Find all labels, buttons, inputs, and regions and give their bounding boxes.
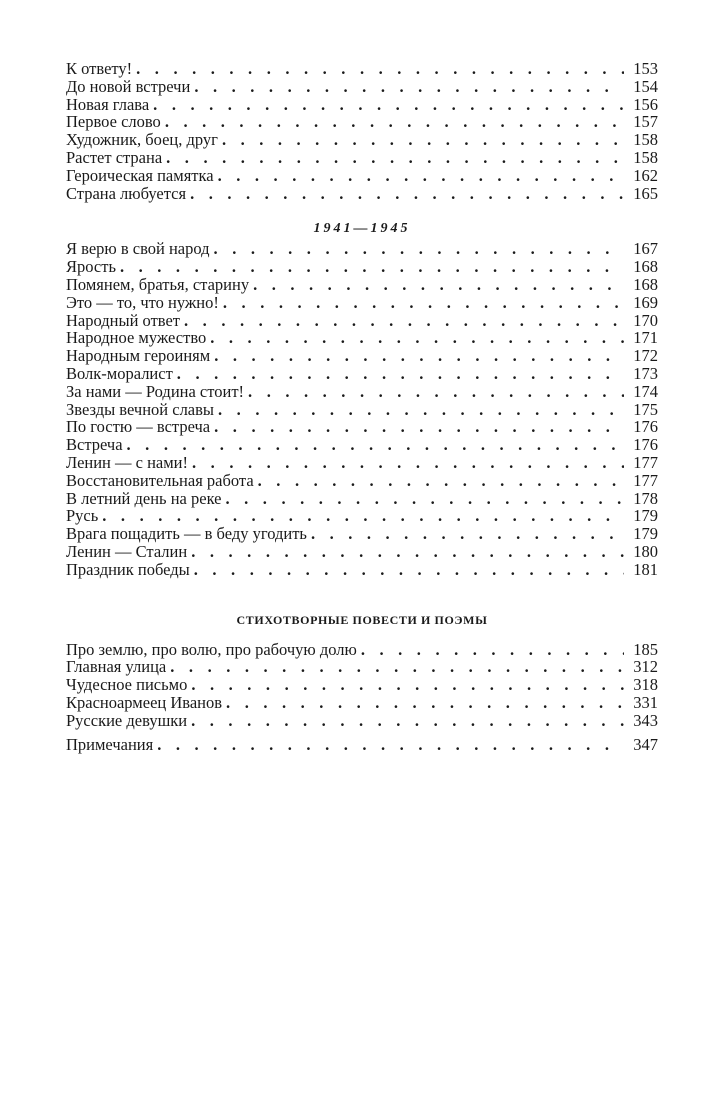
dot-leader bbox=[210, 329, 624, 347]
toc-entry-page: 157 bbox=[633, 112, 658, 132]
dot-leader bbox=[190, 185, 624, 203]
toc-entry-page: 347 bbox=[633, 734, 658, 754]
dot-leader bbox=[311, 525, 624, 543]
toc-entry bbox=[66, 276, 658, 294]
toc-entry-title: Русь bbox=[66, 506, 99, 526]
toc-entry bbox=[66, 365, 658, 383]
dot-leader bbox=[222, 131, 624, 149]
dot-leader bbox=[191, 676, 624, 694]
toc-entry bbox=[66, 454, 658, 472]
dot-leader bbox=[165, 113, 624, 131]
toc-entry-title: Страна любуется bbox=[66, 183, 187, 203]
toc-entry bbox=[66, 694, 658, 712]
dot-leader bbox=[127, 436, 624, 454]
toc-entry-page: 168 bbox=[633, 257, 658, 277]
toc-entry-title: К ответу! bbox=[66, 59, 133, 78]
toc-entry-page: 318 bbox=[633, 675, 658, 695]
toc-entry-page: 179 bbox=[633, 506, 658, 526]
toc-entry-title: Ленин — с нами! bbox=[66, 452, 189, 472]
toc-entry-page: 154 bbox=[633, 76, 658, 96]
toc-entry-page: 168 bbox=[633, 274, 658, 294]
toc-entry-page: 170 bbox=[633, 310, 658, 330]
toc-entry bbox=[66, 658, 658, 676]
toc-entry-title: Встреча bbox=[66, 435, 123, 455]
toc-entry bbox=[66, 525, 658, 543]
dot-leader bbox=[226, 490, 625, 508]
dot-leader bbox=[218, 167, 624, 185]
toc-entry-page: 180 bbox=[633, 541, 658, 561]
toc-entry-title: Ленин — Сталин bbox=[66, 541, 188, 561]
toc-entry bbox=[66, 131, 658, 149]
toc-entry bbox=[66, 507, 658, 525]
toc-section-3 bbox=[66, 641, 658, 730]
toc-entry bbox=[66, 294, 658, 312]
dot-leader bbox=[170, 658, 624, 676]
toc-entry-title: Художник, боец, друг bbox=[66, 130, 218, 150]
table-of-contents-page bbox=[66, 60, 658, 753]
toc-entry-page: 176 bbox=[633, 435, 658, 455]
toc-entry-page: 156 bbox=[633, 94, 658, 114]
dot-leader bbox=[157, 736, 624, 754]
toc-entry bbox=[66, 472, 658, 490]
toc-entry-title: До новой встречи bbox=[66, 76, 191, 96]
toc-entry-page: 169 bbox=[633, 292, 658, 312]
toc-entry-page: 178 bbox=[633, 488, 658, 508]
toc-entry bbox=[66, 78, 658, 96]
toc-entry-page: 175 bbox=[633, 399, 658, 419]
toc-entry-page: 185 bbox=[633, 639, 658, 659]
toc-entry-title: Чудесное письмо bbox=[66, 675, 188, 695]
toc-entry bbox=[66, 185, 658, 203]
toc-entry-title: Первое слово bbox=[66, 112, 161, 132]
section-heading-poems: СТИХОТВОРНЫЕ ПОВЕСТИ И ПОЭМЫ bbox=[236, 612, 488, 627]
dot-leader bbox=[214, 240, 624, 258]
toc-entry bbox=[66, 60, 658, 78]
toc-entry-page: 172 bbox=[633, 346, 658, 366]
dot-leader bbox=[184, 312, 624, 330]
dot-leader bbox=[361, 641, 624, 659]
section-heading-years: 1941—1945 bbox=[313, 221, 411, 237]
dot-leader bbox=[248, 383, 624, 401]
toc-entry bbox=[66, 149, 658, 167]
toc-entry-title: Восстановительная работа bbox=[66, 470, 254, 490]
toc-entry bbox=[66, 418, 658, 436]
toc-entry-notes bbox=[66, 736, 658, 754]
toc-entry-title: Растет страна bbox=[66, 147, 163, 167]
toc-entry bbox=[66, 113, 658, 131]
dot-leader bbox=[194, 561, 624, 579]
toc-entry-page: 177 bbox=[633, 452, 658, 472]
toc-entry-page: 174 bbox=[633, 381, 658, 401]
toc-entry-title: Врага пощадить — в беду угодить bbox=[66, 524, 307, 544]
dot-leader bbox=[136, 60, 624, 78]
toc-entry-page: 158 bbox=[633, 130, 658, 150]
toc-entry-title: Народное мужество bbox=[66, 328, 207, 348]
toc-entry-page: 167 bbox=[633, 239, 658, 259]
dot-leader bbox=[253, 276, 624, 294]
toc-entry bbox=[66, 543, 658, 561]
toc-entry-title: Народным героиням bbox=[66, 346, 211, 366]
toc-entry-page: 173 bbox=[633, 363, 658, 383]
toc-entry-page: 331 bbox=[633, 692, 658, 712]
toc-entry-title: В летний день на реке bbox=[66, 488, 222, 508]
toc-entry-page: 176 bbox=[633, 417, 658, 437]
toc-entry bbox=[66, 258, 658, 276]
toc-entry-title: По гостю — встреча bbox=[66, 417, 211, 437]
toc-entry bbox=[66, 347, 658, 365]
toc-entry-page: 153 bbox=[633, 59, 658, 78]
toc-entry bbox=[66, 490, 658, 508]
toc-entry bbox=[66, 240, 658, 258]
toc-entry bbox=[66, 401, 658, 419]
toc-entry-title: Героическая памятка bbox=[66, 165, 214, 185]
dot-leader bbox=[214, 418, 624, 436]
toc-entry-title: Ярость bbox=[66, 257, 116, 277]
toc-entry-page: 177 bbox=[633, 470, 658, 490]
dot-leader bbox=[258, 472, 624, 490]
dot-leader bbox=[177, 365, 624, 383]
toc-entry-page: 158 bbox=[633, 147, 658, 167]
dot-leader bbox=[194, 78, 624, 96]
toc-entry-title: Волк-моралист bbox=[66, 363, 173, 383]
toc-entry bbox=[66, 329, 658, 347]
toc-entry-page: 181 bbox=[633, 559, 658, 579]
toc-section-1 bbox=[66, 60, 658, 202]
toc-entry-title: Русские девушки bbox=[66, 710, 188, 730]
toc-entry-title: Красноармеец Иванов bbox=[66, 692, 223, 712]
toc-entry-page: 171 bbox=[633, 328, 658, 348]
toc-entry-page: 343 bbox=[633, 710, 658, 730]
dot-leader bbox=[218, 401, 624, 419]
toc-entry bbox=[66, 383, 658, 401]
toc-entry-page: 162 bbox=[633, 165, 658, 185]
toc-entry-title: Главная улица bbox=[66, 657, 167, 677]
dot-leader bbox=[120, 258, 624, 276]
toc-entry-title: Звезды вечной славы bbox=[66, 399, 215, 419]
toc-section-2 bbox=[66, 240, 658, 578]
toc-entry-title: За нами — Родина стоит! bbox=[66, 381, 245, 401]
toc-entry-page: 312 bbox=[633, 657, 658, 677]
toc-entry bbox=[66, 96, 658, 114]
toc-entry bbox=[66, 436, 658, 454]
dot-leader bbox=[191, 712, 624, 730]
toc-entry-title: Я верю в свой народ bbox=[66, 239, 210, 259]
toc-entry bbox=[66, 676, 658, 694]
dot-leader bbox=[192, 454, 624, 472]
dot-leader bbox=[153, 96, 624, 114]
toc-entry bbox=[66, 712, 658, 730]
toc-entry-title: Новая глава bbox=[66, 94, 150, 114]
toc-entry-page: 165 bbox=[633, 183, 658, 203]
dot-leader bbox=[226, 694, 624, 712]
toc-entry bbox=[66, 561, 658, 579]
toc-entry bbox=[66, 167, 658, 185]
toc-entry-title: Это — то, что нужно! bbox=[66, 292, 219, 312]
toc-entry-title: Помянем, братья, старину bbox=[66, 274, 250, 294]
toc-entry-title: Про землю, про волю, про рабочую долю bbox=[66, 639, 357, 659]
toc-entry-page: 179 bbox=[633, 524, 658, 544]
dot-leader bbox=[214, 347, 624, 365]
toc-entry bbox=[66, 312, 658, 330]
toc-entry-title: Праздник победы bbox=[66, 559, 190, 579]
toc-entry-title: Примечания bbox=[66, 734, 154, 754]
toc-entry bbox=[66, 641, 658, 659]
dot-leader bbox=[166, 149, 624, 167]
dot-leader bbox=[102, 507, 624, 525]
dot-leader bbox=[191, 543, 624, 561]
toc-entry-title: Народный ответ bbox=[66, 310, 181, 330]
dot-leader bbox=[223, 294, 624, 312]
